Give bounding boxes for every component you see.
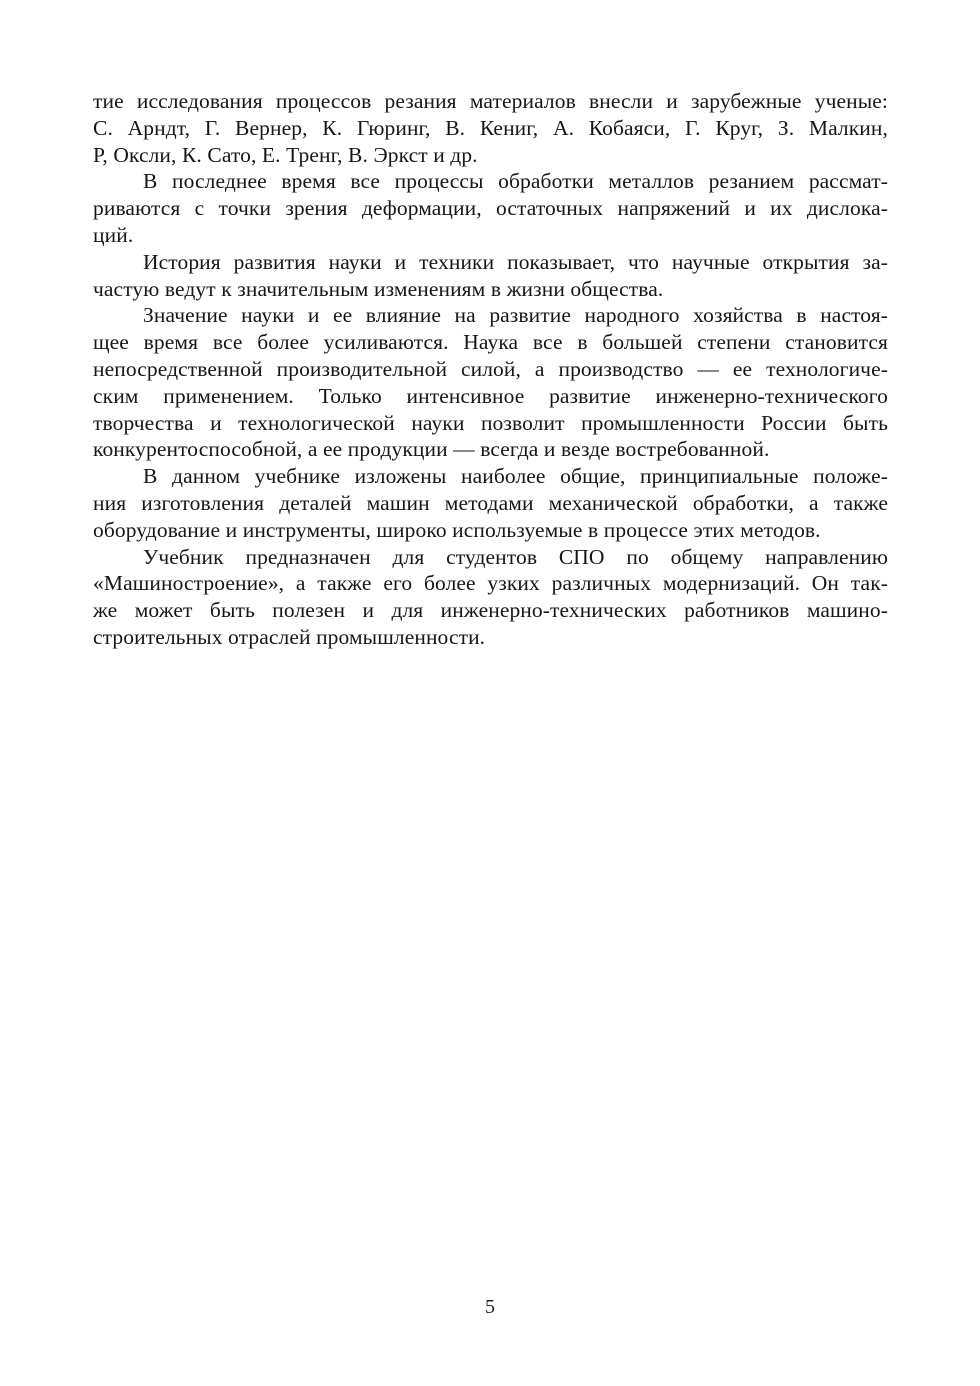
text-line: ций. (93, 222, 134, 247)
text-line: Учебник предназначен для студентов СПО по общему направлению (143, 544, 888, 569)
paragraph (93, 544, 888, 651)
paragraph (93, 463, 888, 543)
paragraph (93, 249, 888, 303)
page-footer (0, 1296, 980, 1319)
paragraph (93, 302, 888, 463)
text-line: непосредственной производительной силой, а производство — ее технологиче- (93, 356, 888, 381)
text-line: ским применением. Только интенсивное развитие инженерно-технического (93, 383, 888, 408)
body-text (93, 88, 888, 651)
text-line: История развития науки и техники показывает, что научные открытия за- (143, 249, 888, 274)
text-line: «Машиностроение», а также его более узких различных модернизаций. Он так- (93, 571, 888, 596)
text-line: щее время все более усиливаются. Наука все в большей степени становится (93, 330, 888, 355)
text-line: частую ведут к значительным изменениям в жизни общества. (93, 276, 664, 301)
text-line: Р, Оксли, К. Сато, Е. Тренг, В. Эркст и др. (93, 142, 478, 167)
text-line: Значение науки и ее влияние на развитие народного хозяйства в настоя- (143, 303, 888, 328)
text-line: тие исследования процессов резания материалов внесли и зарубежные ученые: (93, 89, 888, 113)
text-line: С. Арндт, Г. Вернер, К. Гюринг, В. Кениг, А. Кобаяси, Г. Круг, З. Малкин, (93, 115, 888, 140)
text-line: В последнее время все процессы обработки металлов резанием рассмат- (143, 169, 888, 194)
text-line: риваются с точки зрения деформации, остаточных напряжений и их дислока- (93, 196, 888, 221)
text-line: ния изготовления деталей машин методами механической обработки, а также (93, 490, 888, 515)
text-line: творчества и технологической науки позволит промышленности России быть (93, 410, 888, 435)
paragraph (93, 168, 888, 248)
text-line: оборудование и инструменты, широко используемые в процессе этих методов. (93, 517, 821, 542)
text-line: же может быть полезен и для инженерно-технических работников машино- (93, 598, 888, 623)
page-number: 5 (485, 1296, 495, 1318)
text-line: В данном учебнике изложены наиболее общие, принципиальные положе- (143, 464, 888, 489)
paragraph (93, 88, 888, 168)
text-line: строительных отраслей промышленности. (93, 624, 486, 649)
text-line: конкурентоспособной, а ее продукции — всегда и везде востребованной. (93, 437, 770, 462)
